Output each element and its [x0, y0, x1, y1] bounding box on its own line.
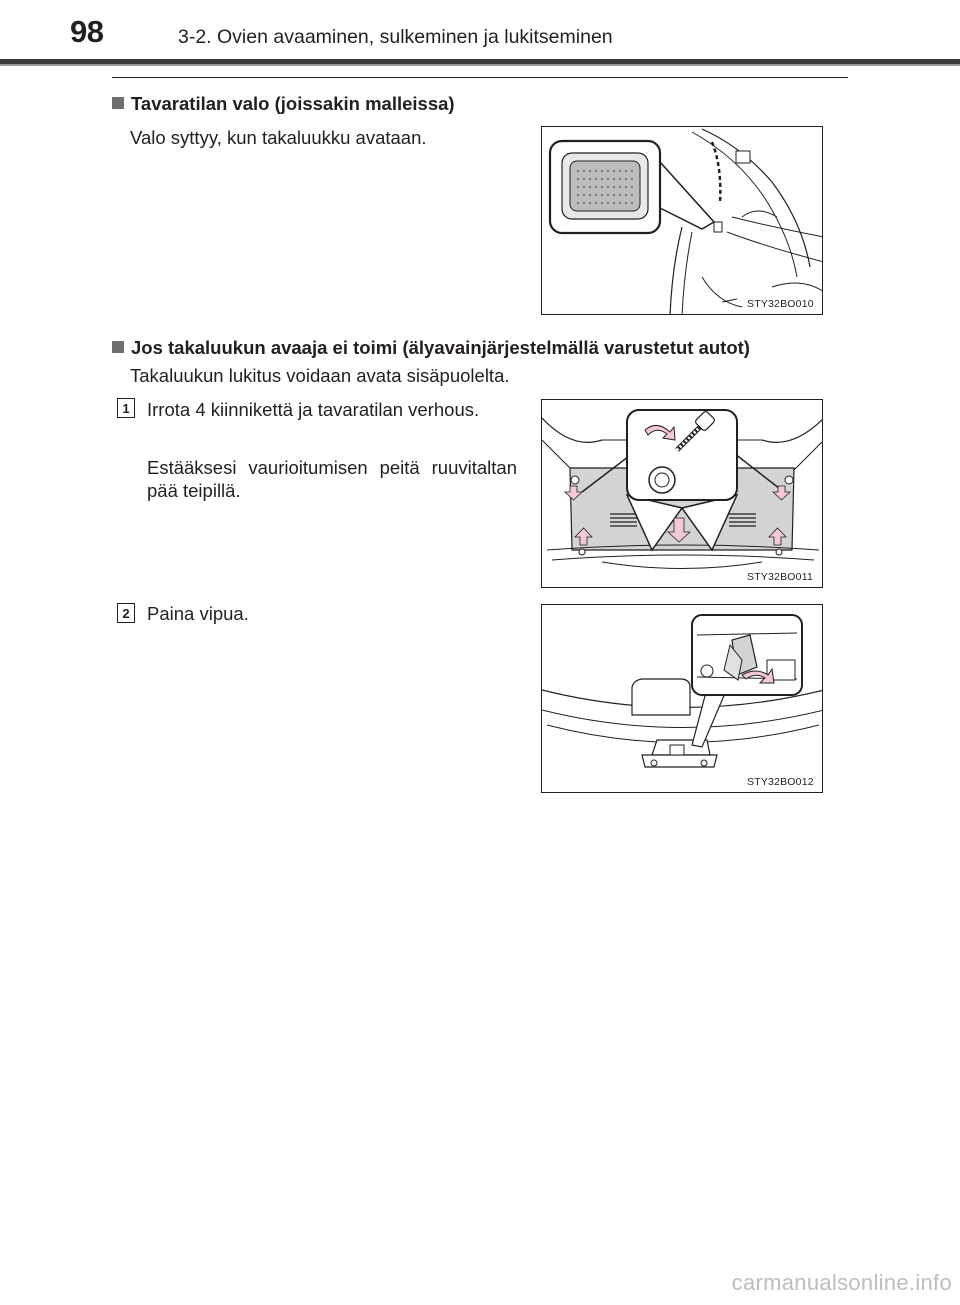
figure-luggage-light	[541, 126, 823, 315]
figure-release-lever	[541, 604, 823, 793]
step-2-text: Paina vipua.	[147, 603, 249, 624]
section-heading-light	[112, 93, 455, 115]
page-number: 98	[70, 14, 104, 49]
step-number-2: 2	[117, 603, 135, 623]
section-heading-release	[112, 337, 750, 359]
figure-code-trim: STY32BO011	[747, 571, 814, 583]
bullet-square-icon	[112, 341, 124, 353]
header-rule-shadow	[0, 64, 960, 66]
step-1-text: Irrota 4 kiinnikettä ja tavaratilan verhous.	[147, 399, 480, 420]
light-description: Valo syttyy, kun takaluukku avataan.	[130, 127, 427, 148]
chapter-title: 3-2. Ovien avaaminen, sulkeminen ja lukitseminen	[178, 26, 613, 48]
figure-code-lever: STY32BO012	[747, 776, 814, 788]
luggage-light-illustration	[542, 127, 823, 315]
figure-trim-removal	[541, 399, 823, 588]
figure-code-light: STY32BO010	[747, 298, 814, 310]
step-1-note: Estääksesi vaurioitumisen peitä ruuvitaltan pää teipillä.	[147, 457, 517, 501]
section-heading-light-text: Tavaratilan valo (joissakin malleissa)	[131, 93, 455, 114]
release-lever-illustration	[542, 605, 823, 793]
trim-removal-illustration	[542, 400, 823, 588]
release-intro: Takaluukun lukitus voidaan avata sisäpuolelta.	[130, 365, 510, 386]
watermark: carmanualsonline.info	[731, 1270, 952, 1295]
section-rule	[112, 77, 848, 78]
section-heading-release-text: Jos takaluukun avaaja ei toimi (älyavainjärjestelmällä varustetut autot)	[131, 337, 750, 358]
bullet-square-icon	[112, 97, 124, 109]
step-number-1: 1	[117, 398, 135, 418]
